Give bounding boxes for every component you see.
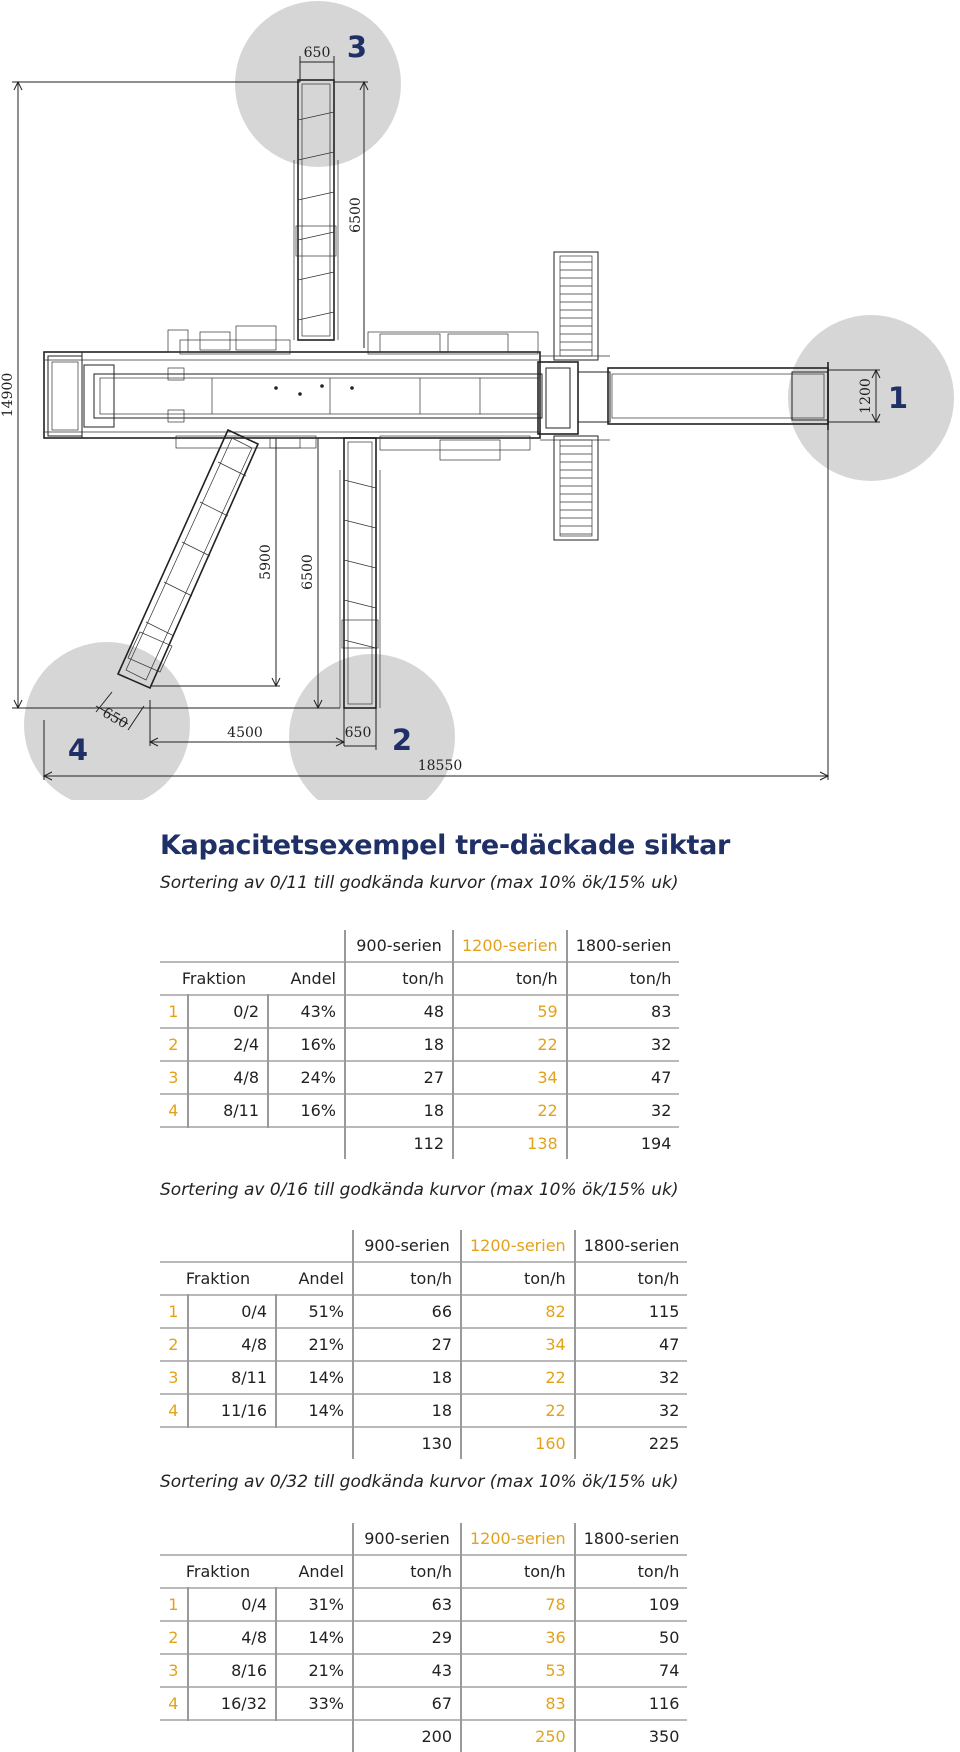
- crawler-track-upper: [554, 252, 598, 360]
- row-index: 3: [160, 1361, 188, 1394]
- unit-1800-header: ton/h: [575, 1262, 688, 1295]
- fraction-cell: 4/8: [188, 1328, 276, 1361]
- value-1800-cell: 32: [575, 1361, 688, 1394]
- share-cell: 51%: [276, 1295, 353, 1328]
- dim-4500: 4500: [227, 725, 263, 741]
- value-1800-cell: 32: [575, 1394, 688, 1427]
- totals-row: [160, 1127, 679, 1159]
- value-1800-cell: 47: [567, 1061, 680, 1094]
- value-900-cell: 27: [345, 1061, 453, 1094]
- value-900-cell: 18: [353, 1361, 461, 1394]
- value-1200-cell: 22: [453, 1094, 567, 1127]
- value-900-cell: 18: [345, 1028, 453, 1061]
- series-1200-header: 1200-serien: [461, 1523, 575, 1555]
- value-900-cell: 66: [353, 1295, 461, 1328]
- value-900-cell: 29: [353, 1621, 461, 1654]
- table-row: [160, 1094, 679, 1127]
- row-index: 1: [160, 1295, 188, 1328]
- head-section: [538, 356, 610, 440]
- table-row: [160, 1394, 687, 1427]
- share-cell: 21%: [276, 1328, 353, 1361]
- series-1800-header: 1800-serien: [575, 936, 672, 955]
- share-header: Andel: [268, 962, 345, 995]
- value-1800-cell: 32: [567, 1094, 680, 1127]
- column-header-row: [160, 1262, 687, 1295]
- column-header-row: [160, 962, 679, 995]
- fraction-cell: 16/32: [188, 1687, 276, 1720]
- value-1200-cell: 22: [461, 1361, 575, 1394]
- dim-6500-upper: 6500: [348, 197, 364, 233]
- series-900-header: 900-serien: [345, 930, 453, 962]
- value-1200-cell: 34: [461, 1328, 575, 1361]
- value-900-cell: 63: [353, 1588, 461, 1621]
- fraction-cell: 0/4: [188, 1588, 276, 1621]
- totals-row: [160, 1720, 687, 1752]
- table-2-subtitle: Sortering av 0/16 till godkända kurvor (max 10% ök/15% uk): [160, 1180, 679, 1200]
- row-index: 2: [160, 1328, 188, 1361]
- unit-900-header: ton/h: [345, 962, 453, 995]
- table-row: [160, 1621, 687, 1654]
- dim-650-bottom: 650: [344, 725, 372, 741]
- fraction-header: Fraktion: [160, 1555, 276, 1588]
- series-1800-header: 1800-serien: [583, 1529, 680, 1548]
- callout-1: 1: [887, 381, 909, 415]
- fraction-cell: 4/8: [188, 1621, 276, 1654]
- table-1-subtitle: Sortering av 0/11 till godkända kurvor (max 10% ök/15% uk): [160, 873, 679, 893]
- share-cell: 16%: [268, 1028, 345, 1061]
- section-title: Kapacitetsexempel tre-däckade siktar: [160, 830, 731, 861]
- total-1800-cell: 350: [575, 1720, 688, 1752]
- unit-900-header: ton/h: [353, 1262, 461, 1295]
- fraction-header: Fraktion: [160, 1262, 276, 1295]
- share-cell: 14%: [276, 1394, 353, 1427]
- value-1200-cell: 22: [453, 1028, 567, 1061]
- dim-14900: 14900: [0, 372, 16, 418]
- fraction-cell: 8/11: [188, 1094, 268, 1127]
- series-header-row: [160, 1230, 687, 1262]
- fraction-header: Fraktion: [160, 962, 268, 995]
- capacity-table-2: [160, 1230, 687, 1459]
- series-1200-header: 1200-serien: [461, 1230, 575, 1262]
- value-1800-cell: 83: [567, 995, 680, 1028]
- share-cell: 21%: [276, 1654, 353, 1687]
- table-3-subtitle: Sortering av 0/32 till godkända kurvor (max 10% ök/15% uk): [160, 1472, 679, 1492]
- share-header: Andel: [276, 1555, 353, 1588]
- main-chassis: [44, 326, 542, 460]
- table-row: [160, 1361, 687, 1394]
- row-index: 4: [160, 1394, 188, 1427]
- total-900-cell: 200: [353, 1720, 461, 1752]
- total-1800-cell: 194: [567, 1127, 680, 1159]
- callout-2: 2: [391, 723, 413, 757]
- unit-900-header: ton/h: [353, 1555, 461, 1588]
- row-index: 4: [160, 1094, 188, 1127]
- dim-1200: 1200: [858, 378, 874, 414]
- share-cell: 16%: [268, 1094, 345, 1127]
- fraction-cell: 4/8: [188, 1061, 268, 1094]
- value-1200-cell: 82: [461, 1295, 575, 1328]
- capacity-table-1: [160, 930, 679, 1159]
- value-1800-cell: 50: [575, 1621, 688, 1654]
- row-index: 3: [160, 1061, 188, 1094]
- fraction-cell: 0/4: [188, 1295, 276, 1328]
- fraction-cell: 0/2: [188, 995, 268, 1028]
- table-row: [160, 995, 679, 1028]
- table-row: [160, 1295, 687, 1328]
- row-index: 2: [160, 1621, 188, 1654]
- series-header-row: [160, 930, 679, 962]
- value-1800-cell: 32: [567, 1028, 680, 1061]
- share-cell: 14%: [276, 1361, 353, 1394]
- value-1800-cell: 116: [575, 1687, 688, 1720]
- row-index: 2: [160, 1028, 188, 1061]
- callout-4: 4: [67, 733, 89, 767]
- dim-18550: 18550: [417, 758, 463, 774]
- fraction-cell: 8/11: [188, 1361, 276, 1394]
- value-900-cell: 48: [345, 995, 453, 1028]
- dim-5900: 5900: [258, 544, 274, 580]
- callout-3: 3: [346, 30, 368, 64]
- fraction-cell: 8/16: [188, 1654, 276, 1687]
- unit-1800-header: ton/h: [575, 1555, 688, 1588]
- dim-650-top: 650: [303, 45, 331, 61]
- unit-1200-header: ton/h: [453, 962, 567, 995]
- dim-650-diagonal: 650: [99, 704, 131, 733]
- share-header: Andel: [276, 1262, 353, 1295]
- series-900-header: 900-serien: [353, 1230, 461, 1262]
- column-header-row: [160, 1555, 687, 1588]
- total-1200-cell: 160: [461, 1427, 575, 1459]
- value-900-cell: 67: [353, 1687, 461, 1720]
- unit-1800-header: ton/h: [567, 962, 680, 995]
- share-cell: 24%: [268, 1061, 345, 1094]
- unit-1200-header: ton/h: [461, 1262, 575, 1295]
- table-row: [160, 1687, 687, 1720]
- value-900-cell: 18: [353, 1394, 461, 1427]
- value-1800-cell: 74: [575, 1654, 688, 1687]
- totals-row: [160, 1427, 687, 1459]
- share-cell: 43%: [268, 995, 345, 1028]
- value-900-cell: 18: [345, 1094, 453, 1127]
- value-1200-cell: 83: [461, 1687, 575, 1720]
- row-index: 4: [160, 1687, 188, 1720]
- machine-top-view-drawing: [0, 0, 960, 800]
- table-row: [160, 1654, 687, 1687]
- total-900-cell: 130: [353, 1427, 461, 1459]
- total-1200-cell: 250: [461, 1720, 575, 1752]
- share-cell: 31%: [276, 1588, 353, 1621]
- table-row: [160, 1061, 679, 1094]
- table-row: [160, 1028, 679, 1061]
- value-1800-cell: 47: [575, 1328, 688, 1361]
- series-header-row: [160, 1523, 687, 1555]
- capacity-table-3: [160, 1523, 687, 1752]
- value-1200-cell: 36: [461, 1621, 575, 1654]
- series-900-header: 900-serien: [353, 1523, 461, 1555]
- dim-6500-lower: 6500: [300, 554, 316, 590]
- value-1800-cell: 109: [575, 1588, 688, 1621]
- row-index: 3: [160, 1654, 188, 1687]
- fraction-cell: 2/4: [188, 1028, 268, 1061]
- share-cell: 33%: [276, 1687, 353, 1720]
- series-1200-header: 1200-serien: [453, 930, 567, 962]
- table-row: [160, 1588, 687, 1621]
- value-1200-cell: 34: [453, 1061, 567, 1094]
- value-1800-cell: 115: [575, 1295, 688, 1328]
- total-900-cell: 112: [345, 1127, 453, 1159]
- value-1200-cell: 59: [453, 995, 567, 1028]
- value-1200-cell: 78: [461, 1588, 575, 1621]
- fraction-cell: 11/16: [188, 1394, 276, 1427]
- total-1200-cell: 138: [453, 1127, 567, 1159]
- series-1800-header: 1800-serien: [583, 1236, 680, 1255]
- value-1200-cell: 22: [461, 1394, 575, 1427]
- table-row: [160, 1328, 687, 1361]
- value-900-cell: 43: [353, 1654, 461, 1687]
- unit-1200-header: ton/h: [461, 1555, 575, 1588]
- value-900-cell: 27: [353, 1328, 461, 1361]
- row-index: 1: [160, 995, 188, 1028]
- share-cell: 14%: [276, 1621, 353, 1654]
- crawler-track-lower: [554, 436, 598, 540]
- total-1800-cell: 225: [575, 1427, 688, 1459]
- value-1200-cell: 53: [461, 1654, 575, 1687]
- row-index: 1: [160, 1588, 188, 1621]
